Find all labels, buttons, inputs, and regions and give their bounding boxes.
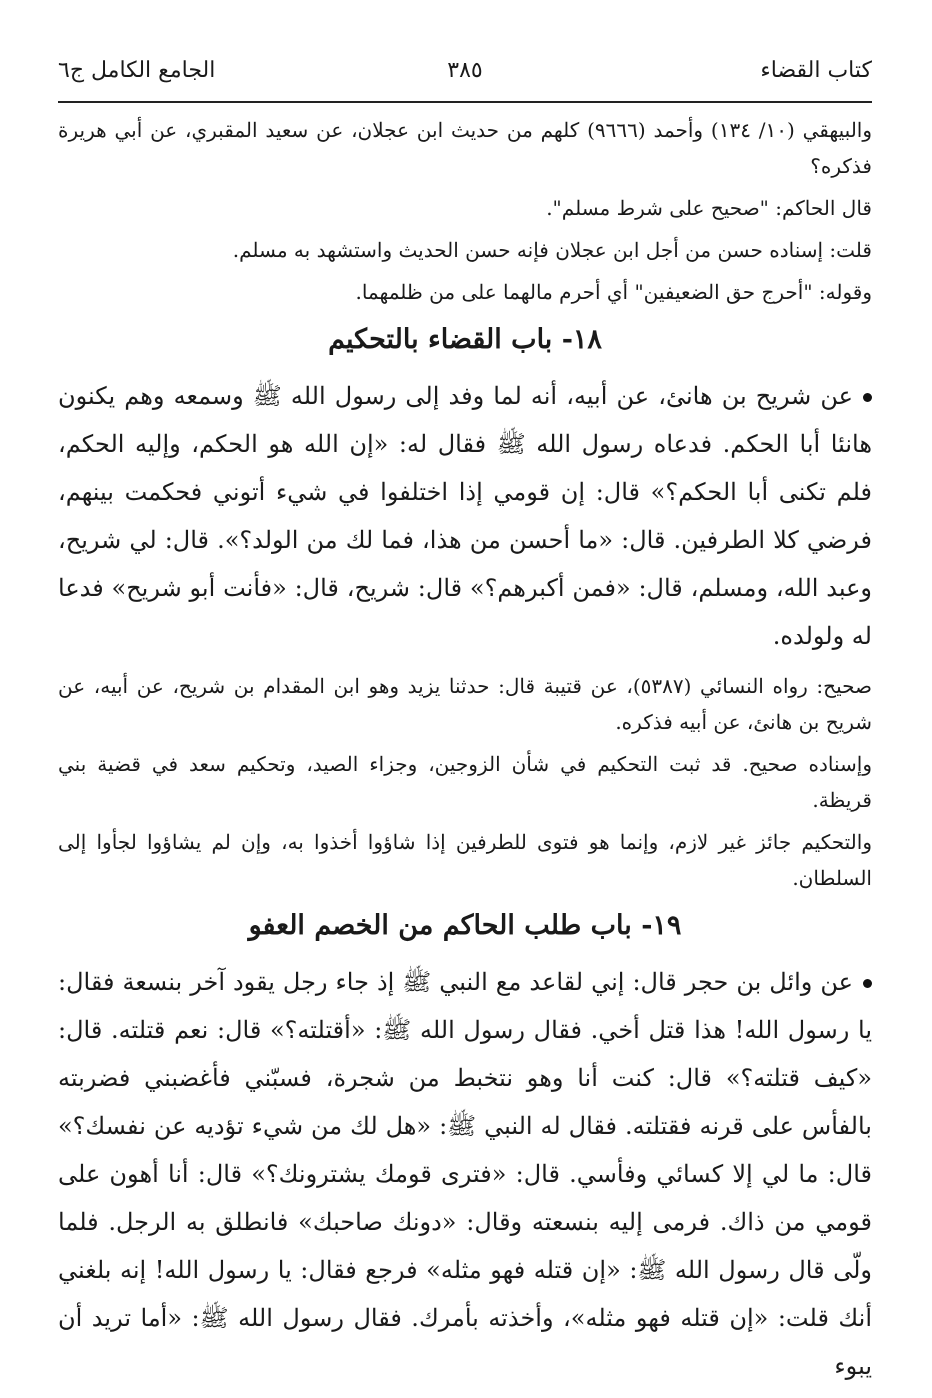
footnote-paragraph: وقوله: "أحرج حق الضعيفين" أي أحرم مالهما على من ظلمهما. (355, 280, 872, 304)
header-volume: الجامع الكامل ج٦ (58, 58, 216, 83)
page-number: ٣٨٥ (447, 58, 483, 83)
header-book-title: كتاب القضاء (760, 58, 872, 83)
running-header (58, 52, 872, 92)
commentary-paragraph: وإسناده صحيح. قد ثبت التحكيم في شأن الزوجين، وجزاء الصيد، وتحكيم سعد في قضية بني قريظة. (58, 752, 872, 812)
hadith-text: عن وائل بن حجر قال: إني لقاعد مع النبي ﷺ إذ جاء رجل يقود آخر بنسعة فقال: يا رسول الله! هذا قتل أخي. فقال رسول الله ﷺ: «أقتلته؟» قال: نعم قتلته. قال: «كيف قتلته؟» قال: كنت أنا وهو نتخبط من شجرة، فسبّني فأغضبني فضربته بالفأس على قرنه فقتلته. فقال له النبي ﷺ: «هل لك من شيء تؤديه عن نفسك؟» قال: ما لي إلا كسائي وفأسي. قال: «فترى قومك يشترونك؟» قال: أنا أهون على قومي من ذاك. فرمى إليه بنسعته وقال: «دونك صاحبك» فانطلق به الرجل. فلما ولّى قال رسول الله ﷺ: «إن قتله فهو مثله» فرجع فقال: يا رسول الله! إنه بلغني أنك قلت: «إن قتله فهو مثله»، وأخذته بأمرك. فقال رسول الله ﷺ: «أما تريد أن يبوء (58, 968, 872, 1380)
header-rule (58, 101, 872, 103)
footnote-paragraph: قال الحاكم: "صحيح على شرط مسلم". (546, 196, 872, 220)
chapter-heading: ١٨- باب القضاء بالتحكيم (328, 324, 602, 355)
footnote-paragraph: قلت: إسناده حسن من أجل ابن عجلان فإنه حسن الحديث واستشهد به مسلم. (232, 238, 872, 262)
bullet-icon (863, 393, 872, 402)
chapter-heading: ١٩- باب طلب الحاكم من الخصم العفو (248, 910, 682, 941)
hadith-paragraph (58, 958, 872, 1390)
bullet-icon (863, 979, 872, 988)
footnote-paragraph: والبيهقي (١٠/ ١٣٤) وأحمد (٩٦٦٦) كلهم من حديث ابن عجلان، عن سعيد المقبري، عن أبي هريرة فذكره؟ (58, 118, 872, 178)
commentary-paragraph: صحيح: رواه النسائي (٥٣٨٧)، عن قتيبة قال: حدثنا يزيد وهو ابن المقدام بن شريح، عن أبيه، عن شريح بن هانئ، عن أبيه فذكره. (58, 674, 872, 734)
hadith-paragraph (58, 372, 872, 660)
page-body (58, 112, 872, 1398)
hadith-text: عن شريح بن هانئ، عن أبيه، أنه لما وفد إلى رسول الله ﷺ وسمعه وهم يكنون هانئا أبا الحكم. فدعاه رسول الله ﷺ فقال له: «إن الله هو الحكم، وإليه الحكم، فلم تكنى أبا الحكم؟» قال: إن قومي إذا اختلفوا في شيء أتوني فحكمت بينهم، فرضي كلا الطرفين. قال: «ما أحسن من هذا، فما لك من الولد؟». قال: لي شريح، وعبد الله، ومسلم، قال: «فمن أكبرهم؟» قال: شريح، قال: «فأنت أبو شريح» فدعا له ولولده. (58, 382, 872, 650)
commentary-paragraph: والتحكيم جائز غير لازم، وإنما هو فتوى للطرفين إذا شاؤوا أخذوا به، وإن لم يشاؤوا لجأوا إلى السلطان. (58, 830, 872, 890)
